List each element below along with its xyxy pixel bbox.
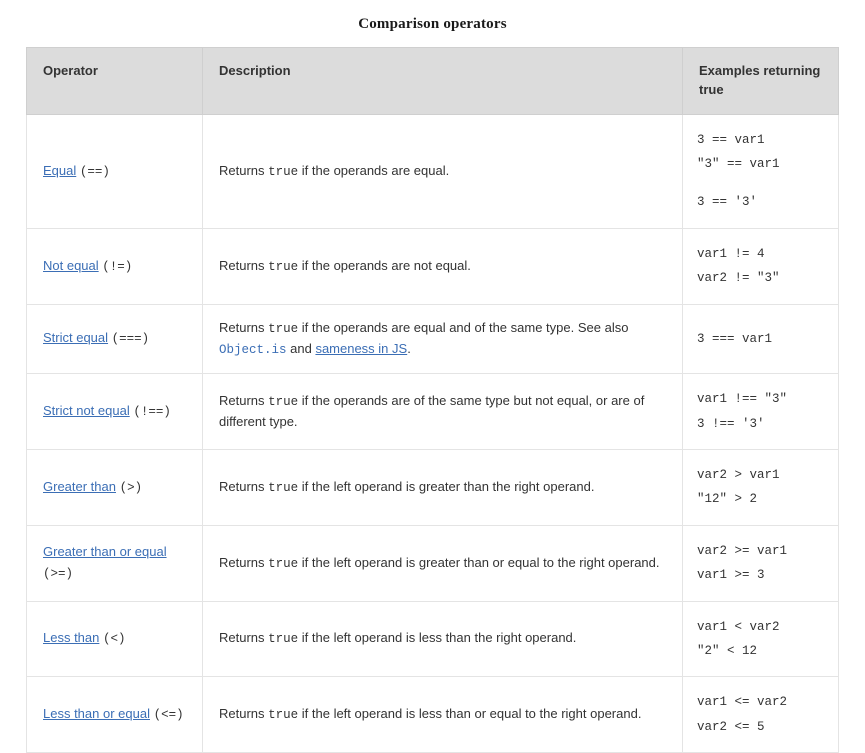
description-text: Returns: [219, 630, 269, 646]
description-link[interactable]: sameness in JS: [315, 340, 408, 356]
operator-link[interactable]: Strict not equal: [43, 403, 130, 418]
description-text: Returns: [219, 392, 269, 408]
description-cell: [203, 525, 683, 601]
examples-cell: [683, 601, 839, 677]
operator-link[interactable]: Equal: [43, 162, 77, 178]
description-cell: [203, 601, 683, 677]
inline-code: true: [268, 632, 299, 647]
description-text: Returns: [219, 162, 269, 178]
table-row: [27, 374, 839, 450]
description-cell: [203, 450, 683, 526]
examples-cell: [683, 677, 839, 753]
example-line: "2" < 12: [697, 643, 758, 658]
inline-code: true: [268, 394, 299, 409]
inline-code: true: [268, 164, 299, 179]
table-row: [27, 450, 839, 526]
table-row: [27, 114, 839, 228]
operator-cell: [27, 677, 203, 753]
operator-link[interactable]: Greater than or equal: [43, 544, 167, 560]
example-line: var1 <= var2: [697, 695, 788, 710]
table-body: [27, 114, 839, 752]
example-line: 3 !== '3': [697, 416, 765, 431]
operator-link[interactable]: Not equal: [43, 257, 99, 273]
description-text: if the operands are equal and of the same type. See also: [298, 319, 629, 335]
example-line: var1 != 4: [697, 246, 765, 261]
operator-symbol: (==): [79, 164, 110, 179]
example-line: 3 === var1: [697, 331, 773, 346]
description-text: Returns: [219, 554, 269, 570]
inline-code: true: [268, 708, 299, 722]
examples-cell: [683, 304, 839, 374]
operator-cell: [27, 374, 203, 450]
operator-cell: [27, 228, 203, 304]
table-header-row: [27, 48, 839, 115]
table-row: [27, 304, 839, 374]
table-row: [27, 601, 839, 677]
table-caption: Comparison operators: [358, 16, 507, 32]
description-cell: [203, 114, 683, 228]
description-text: Returns: [219, 257, 269, 273]
description-cell: [203, 304, 683, 374]
operator-cell: [27, 304, 203, 374]
object-is-link[interactable]: Object.is: [219, 342, 287, 357]
description-text: if the operands are equal.: [298, 162, 450, 178]
description-text: if the operands are of the same type but not equal, or are of different type.: [219, 392, 645, 430]
table-row: [27, 677, 839, 753]
example-line: "3" == var1: [697, 157, 780, 172]
column-header-operator: Operator: [27, 48, 203, 115]
operator-link[interactable]: Less than: [43, 630, 100, 646]
example-line: "12" > 2: [697, 492, 758, 507]
inline-code: true: [268, 480, 299, 495]
examples-cell: [683, 228, 839, 304]
table-header: [27, 48, 839, 115]
examples-cell: [683, 374, 839, 450]
example-line: var2 != "3": [697, 271, 780, 286]
operator-symbol: (<): [103, 632, 126, 647]
description-text: if the operands are not equal.: [298, 257, 471, 273]
inline-code: true: [268, 321, 299, 336]
examples-cell: [683, 114, 839, 228]
description-text: if the left operand is less than or equal to the right operand.: [298, 706, 642, 721]
operator-symbol: (>): [119, 480, 143, 495]
operator-link[interactable]: Less than or equal: [43, 706, 150, 721]
operator-cell: [27, 525, 203, 601]
description-text: if the left operand is less than the right operand.: [298, 630, 577, 646]
example-line: var2 > var1: [697, 468, 780, 483]
description-text: Returns: [219, 319, 269, 335]
description-text: .: [407, 340, 411, 356]
example-line: 3 == '3': [697, 195, 758, 210]
operator-cell: [27, 450, 203, 526]
column-header-examples: Examples returning true: [683, 48, 839, 115]
operator-cell: [27, 114, 203, 228]
comparison-operators-table: [26, 47, 839, 753]
table-row: [27, 228, 839, 304]
operator-cell: [27, 601, 203, 677]
table-row: [27, 525, 839, 601]
description-text: and: [286, 340, 316, 356]
example-line: var1 !== "3": [697, 392, 788, 407]
description-cell: [203, 374, 683, 450]
operator-link[interactable]: Strict equal: [43, 330, 109, 346]
operator-link[interactable]: Greater than: [43, 478, 116, 494]
operator-symbol: (!==): [133, 405, 171, 419]
description-text: Returns: [219, 706, 269, 721]
column-header-description: Description: [203, 48, 683, 115]
operator-symbol: (===): [111, 332, 150, 347]
operator-symbol: (!=): [102, 259, 133, 274]
operator-symbol: (>=): [43, 566, 74, 581]
example-line: var2 >= var1: [697, 543, 788, 558]
examples-cell: [683, 450, 839, 526]
inline-code: true: [268, 259, 299, 274]
description-text: if the left operand is greater than the right operand.: [298, 478, 595, 494]
description-text: Returns: [219, 478, 269, 494]
example-line: 3 == var1: [697, 132, 765, 147]
operator-symbol: (<=): [153, 708, 184, 722]
inline-code: true: [268, 556, 299, 571]
example-line: var1 < var2: [697, 619, 780, 634]
examples-cell: [683, 525, 839, 601]
description-cell: [203, 228, 683, 304]
example-line: var2 <= 5: [697, 719, 765, 734]
description-text: if the left operand is greater than or equal to the right operand.: [298, 554, 660, 570]
description-cell: [203, 677, 683, 753]
example-line: var1 >= 3: [697, 568, 765, 583]
